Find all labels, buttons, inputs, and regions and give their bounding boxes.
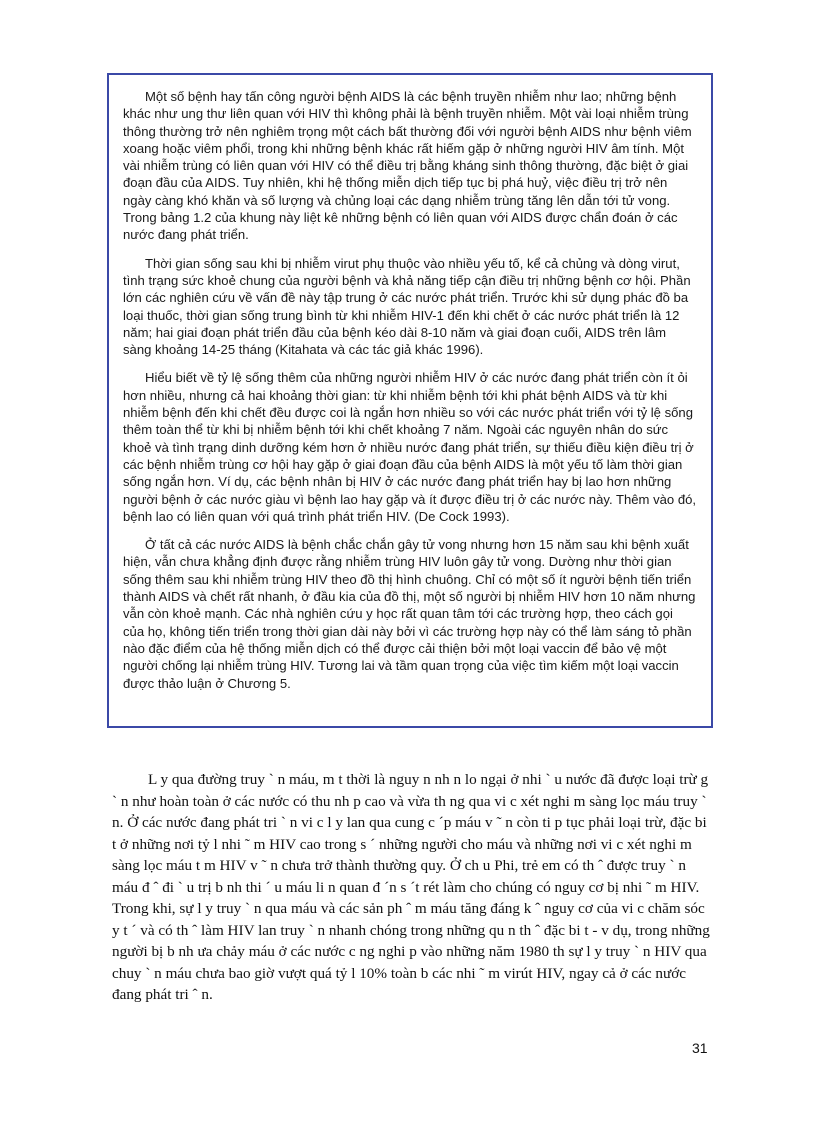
main-paragraph: L y qua đường truy ` n máu, m t thời là nguy n nh n lo ngại ở nhi ` u nước đã được loại trừ g ` n như hoàn toàn ở các nước có thu nh p cao và vừa th ng qua vi c xét nghi m sàng lọc máu truy ` n. Ở các nước đang phát tri ` n vi c l y lan qua cung c ´p máu v ˜ n còn ti p tục phải loại trừ, đặc bi t ở những nơi tỷ l nhi ˜ m HIV cao trong s ´ những người cho máu và những nơi vi c xét nghi m sàng lọc máu t m HIV v ˜ n chưa trở thành thường quy. Ở ch u Phi, trẻ em có th ˆ được truy ` n máu đ ˆ đi ` u trị b nh thi ´ u máu li n quan đ ´n s ´t rét làm cho chúng có nguy cơ bị nhi ˜ m HIV. Trong khi, sự l y truy ` n qua máu và các sản ph ˆ m máu tăng đáng k ˆ nguy cơ của vi c chăm sóc y t ´ và có th ˆ làm HIV lan truy ` n nhanh chóng trong những qu n th ˆ đặc bi t - v dụ, trong những người bị b nh ưa chảy máu ở các nước c ng nghi p vào những năm 1980 th sự l y truy ` n HIV qua chuy ` n máu chưa bao giờ vượt quá tỷ l 10% toàn b các nhi ˜ m virút HIV, ngay cả ở các nước đang phát tri ˆ n. (112, 771, 710, 1003)
box-paragraph-3: Hiểu biết về tỷ lệ sống thêm của những người nhiễm HIV ở các nước đang phát triển còn ít ỏi hơn nhiều, nhưng cả hai khoảng thời gian: từ khi nhiễm bệnh tới khi phát bệnh AIDS và từ khi nhiễm bệnh đến khi chết đều được coi là ngắn hơn nhiều so với các nước phát triển với tỷ lệ sống thêm toàn thể từ khi bị nhiễm bệnh tới khi chết khoảng 7 năm. Ngoài các nguyên nhân do sức khoẻ và tình trạng dinh dưỡng kém hơn ở nhiều nước đang phát triển, sự thiếu điều kiện điều trị ở các bệnh nhiễm trùng cơ hội hay gặp ở giai đoạn đầu của bệnh AIDS là một yếu tố làm thời gian sống ngắn hơn. Ví dụ, các bệnh nhân bị HIV ở các nước đang phát triển hay bị lao hơn những người bệnh ở các nước giàu vì bệnh lao hay gặp và ít được điều trị ở các nước này. Thêm vào đó, bệnh lao có liên quan với quá trình phát triển HIV. (De Cock 1993). (123, 370, 697, 524)
box-paragraph-1: Một số bệnh hay tấn công người bệnh AIDS là các bệnh truyền nhiễm như lao; những bệnh khác như ung thư liên quan với HIV thì không phải là bệnh truyền nhiễm. Một vài loại nhiễm trùng thông thường trở nên nghiêm trọng một cách bất thường đối với người bệnh AIDS như bệnh viêm xoang hoặc viêm phổi, trong khi những bệnh khác rất hiếm gặp ở những người HIV âm tính. Một vài nhiễm trùng có liên quan với HIV có thể điều trị bằng kháng sinh thông thường, đặc biệt ở giai đoạn đầu của AIDS. Tuy nhiên, khi hệ thống miễn dịch tiếp tục bị phá huỷ, việc điều trị trở nên ngày càng khó khăn và số lượng và chủng loại các dạng nhiễm trùng tăng lên dẫn tới tử vong. Trong bảng 1.2 của khung này liệt kê những bệnh có liên quan với AIDS được chẩn đoán ở các nước đang phát triển. (123, 89, 692, 243)
main-body-text (112, 769, 714, 1006)
page-number: 31 (692, 1040, 708, 1056)
boxed-text-panel (107, 73, 713, 728)
box-paragraph-2: Thời gian sống sau khi bị nhiễm virut phụ thuộc vào nhiều yếu tố, kể cả chủng và dòng virut, tình trạng sức khoẻ chung của người bệnh và khả năng tiếp cận điều trị những bệnh cơ hội. Phần lớn các nghiên cứu về vấn đề này tập trung ở các nước phát triển. Trước khi sử dụng phác đồ ba loại thuốc, thời gian sống trung bình từ khi nhiễm HIV-1 đến khi chết ở các nước phát triển là 12 năm; hai giai đoạn phát triển đầu của bệnh kéo dài 8-10 năm và giai đoạn cuối, AIDS trên lâm sàng khoảng 14-25 tháng (Kitahata và các tác giả khác 1996). (123, 255, 691, 358)
box-paragraph-4: Ở tất cả các nước AIDS là bệnh chắc chắn gây tử vong nhưng hơn 15 năm sau khi bệnh xuất hiện, vẫn chưa khẳng định được rằng nhiễm trùng HIV luôn gây tử vong. Dường như thời gian sống thêm sau khi nhiễm trùng HIV theo đồ thị hình chuông. Chỉ có một số ít người bệnh tiến triển thành AIDS và chết rất nhanh, ở đầu kia của đồ thị, một số người bị nhiễm HIV hơn 10 năm nhưng vẫn còn khoẻ mạnh. Các nhà nghiên cứu y học rất quan tâm tới các trường hợp, theo cách gọi của họ, không tiến triển trong thời gian dài này bởi vì các trường hợp này có thể làm sáng tỏ phần nào đặc điểm của hệ thống miễn dịch có thể được cải thiện bởi một loại vaccin để bảo vệ một người chống lại nhiễm trùng HIV. Tương lai và tầm quan trọng của việc tìm kiếm một loại vaccin được thảo luận ở Chương 5. (123, 537, 696, 691)
